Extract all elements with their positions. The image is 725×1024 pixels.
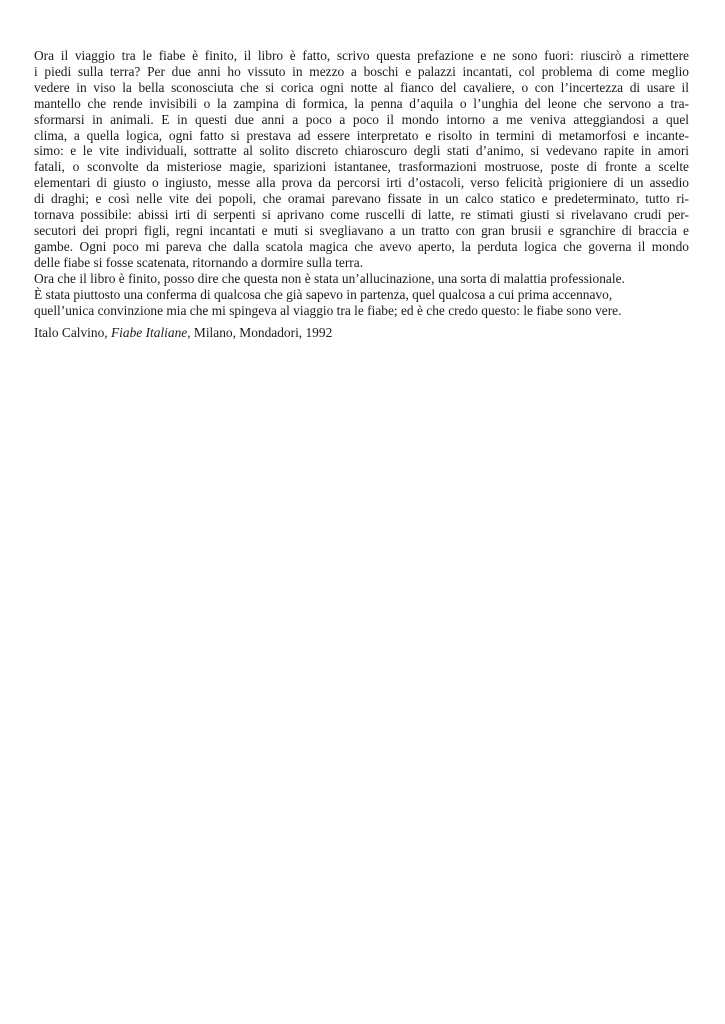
text-line: vedere in viso la bella sconosciuta che si corica ogni notte al fianco del cavaliere, o con l’incertezza di usare il bbox=[34, 79, 689, 95]
text-line: secutori dei propri figli, regni incantati e muti si svegliavano a un tratto con gran brusii e sgranchire di braccia e bbox=[34, 222, 689, 238]
text-line: simo: e le vite individuali, sottratte al solito discreto chiaroscuro degli stati d’animo, si vedevano rapite in amori bbox=[34, 143, 689, 159]
text-line: Ora che il libro è finito, posso dire che questa non è stata un’allucinazione, una sorta di malattia professionale. bbox=[34, 270, 625, 286]
text-line: clima, a quella logica, ogni fatto si prestava ad essere interpretato e risolto in termini di metamorfosi e incante- bbox=[34, 127, 689, 143]
text-line: sformarsi in animali. E in questi due anni a poco a poco il mondo intorno a me veniva atteggiandosi a quel bbox=[34, 111, 689, 127]
citation-details: , Milano, Mondadori, 1992 bbox=[187, 325, 333, 340]
citation-title: Fiabe Italiane bbox=[110, 325, 188, 340]
text-line: fatali, o sconvolte da misteriose magie, sparizioni istantanee, trasformazioni mostruose, poste di fronte a scelte bbox=[34, 159, 689, 175]
text-line: Ora il viaggio tra le fiabe è finito, il libro è fatto, scrivo questa prefazione e ne sono fuori: riuscirò a rimettere bbox=[34, 48, 689, 63]
preface-paragraph bbox=[34, 48, 689, 318]
text-line: delle fiabe si fosse scatenata, ritornando a dormire sulla terra. bbox=[34, 254, 364, 270]
citation-author: Italo Calvino, bbox=[34, 325, 111, 340]
text-line: i piedi sulla terra? Per due anni ho vissuto in mezzo a boschi e palazzi incantati, col problema di come meglio bbox=[34, 63, 689, 79]
text-line: È stata piuttosto una conferma di qualcosa che già sapevo in partenza, quel qualcosa a cui prima accennavo, bbox=[34, 286, 613, 302]
text-line: quell’unica convinzione mia che mi spingeva al viaggio tra le fiabe; ed è che credo questo: le fiabe sono vere. bbox=[34, 302, 622, 318]
citation bbox=[34, 325, 332, 341]
text-line: mantello che rende invisibili o la zampina di formica, la penna d’aquila o l’unghia del leone che servono a tra- bbox=[34, 95, 689, 111]
text-line: di draghi; e così nelle vite dei popoli, che oramai parevano fissate in un calco statico e predeterminato, tutto ri- bbox=[34, 191, 689, 207]
text-line: elementari di giusto o ingiusto, messe alla prova da percorsi irti d’ostacoli, verso felicità prigioniere di un assedio bbox=[34, 175, 689, 191]
text-line: tornava possibile: abissi irti di serpenti si aprivano come ruscelli di latte, re stimati giusti si rivelavano crudi per- bbox=[34, 207, 689, 223]
text-line: gambe. Ogni poco mi pareva che dalla scatola magica che avevo aperto, la perduta logica che governa il mondo bbox=[34, 238, 689, 254]
